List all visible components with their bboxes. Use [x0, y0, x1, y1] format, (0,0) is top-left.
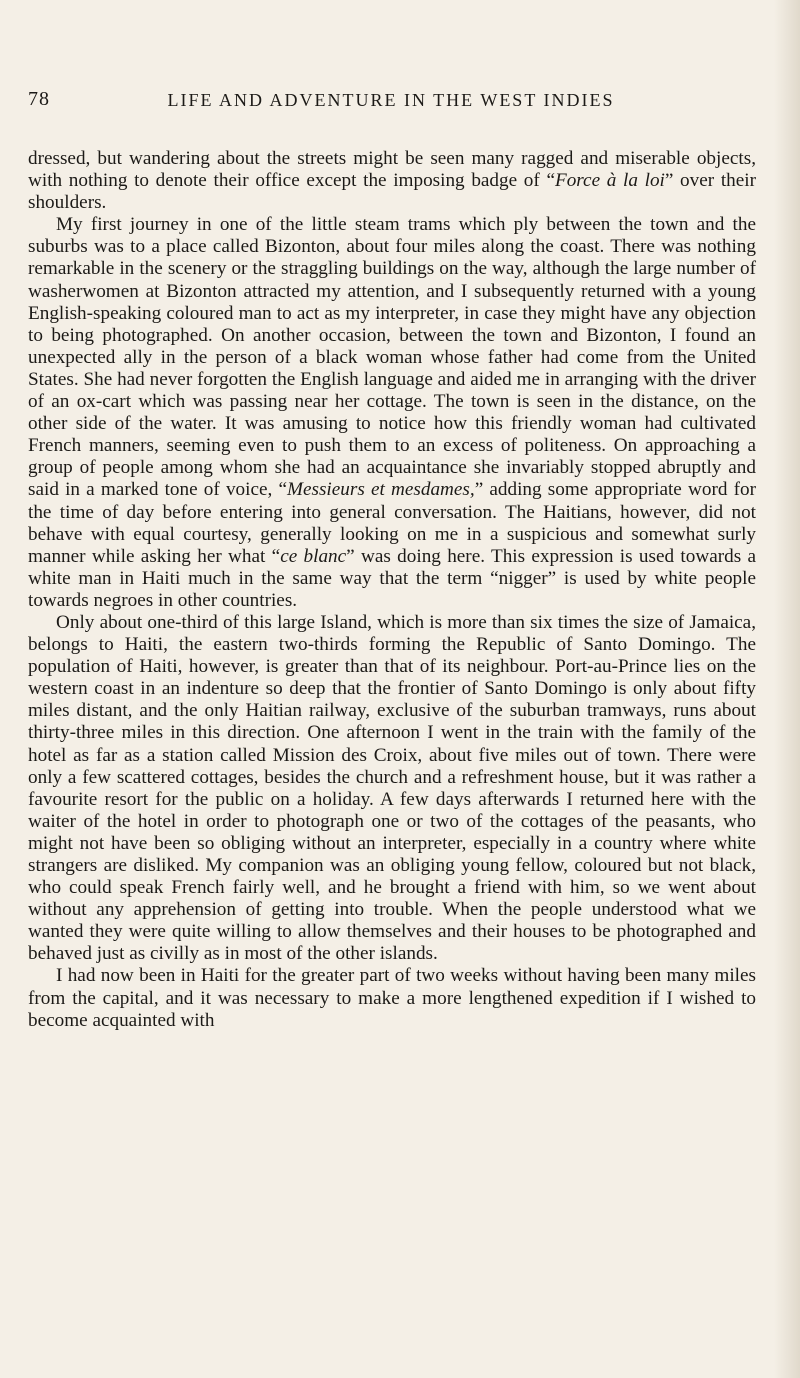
italic-phrase: ce blanc [280, 545, 347, 567]
italic-phrase: Messieurs et mesdames, [287, 479, 475, 501]
page-edge-shadow [774, 0, 800, 1378]
paragraph [28, 965, 756, 1031]
text-run: Only about one-third of this large Island, which is more than six times the size of Jamaica, belongs to Haiti, the eastern two-thirds forming the Republic of Santo Domingo. The population of Haiti, however, is greater than that of its neighbour. Port-au-Prince lies on the western coast in an indenture so deep that the frontier of Santo Domingo is only about fifty miles distant, and the only Haitian railway, exclusive of the suburban tramways, runs about thirty-three miles in this direction. One afternoon I went in the train with the family of the hotel as far as a station called Mission des Croix, about five miles out of town. There were only a few scattered cottages, besides the church and a refreshment house, but it was rather a favourite resort for the public on a holiday. A few days afterwards I returned here with the waiter of the hotel in order to photograph one or two of the cottages of the peasants, who might not have been so obliging without an interpreter, especially in a country where white strangers are disliked. My companion was an obliging young fellow, coloured but not black, who could speak French fairly well, and he brought a friend with him, so we went about without any apprehension of getting into trouble. When the people understood what we wanted they were quite willing to allow themselves and their houses to be photographed and behaved just as civilly as in most of the other islands. [28, 611, 756, 965]
paragraph [28, 148, 756, 214]
body-text [28, 148, 756, 1032]
italic-phrase: Force à la loi [554, 170, 665, 192]
text-run: ” over their shoulders. [28, 170, 756, 214]
text-run: I had now been in Haiti for the greater part of two weeks without having been many miles from the capital, and it was necessary to make a more lengthened expedition if I wished to become acquainted with [28, 965, 756, 1031]
page-number: 78 [28, 88, 50, 110]
text-run: ” was doing here. This expression is used towards a white man in Haiti much in the same way that the term “nigger” is used by white people towards negroes in other countries. [28, 545, 756, 611]
text-run: ” adding some appropriate word for the time of day before entering into general conversation. The Haitians, however, did not behave with equal courtesy, generally looking on me in a suspicious and somewhat surly manner while asking her what “ [28, 479, 756, 567]
page-header [28, 88, 754, 118]
running-head: LIFE AND ADVENTURE IN THE WEST INDIES [167, 90, 615, 110]
paragraph [28, 214, 756, 612]
text-run: My first journey in one of the little steam trams which ply between the town and the suburbs was to a place called Bizonton, about four miles along the coast. There was nothing remarkable in the scenery or the straggling buildings on the way, although the large number of washerwomen at Bizonton attracted my attention, and I subsequently returned with a young English-speaking coloured man to act as my interpreter, in case they might have any objection to being photographed. On another occasion, between the town and Bizonton, I found an unexpected ally in the person of a black woman whose father had come from the United States. She had never forgotten the English language and aided me in arranging with the driver of an ox-cart which was passing near her cottage. The town is seen in the distance, on the other side of the water. It was amusing to notice how this friendly woman had cultivated French manners, seeming even to push them to an excess of politeness. On approaching a group of people among whom she had an acquaintance she invariably stopped abruptly and said in a marked tone of voice, “ [28, 214, 756, 501]
paragraph [28, 612, 756, 966]
text-run: dressed, but wandering about the streets might be seen many ragged and miserable objects, with nothing to denote their office except the imposing badge of “ [28, 148, 756, 192]
